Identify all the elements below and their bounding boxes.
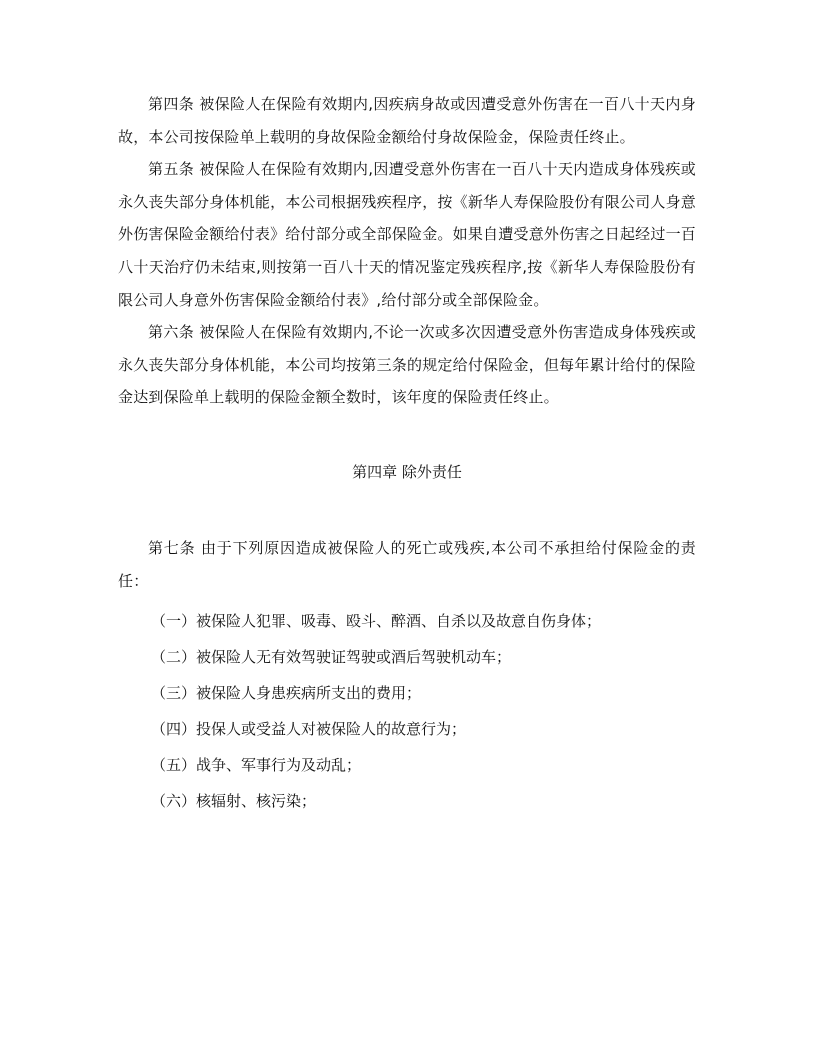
article-5: 第五条 被保险人在保险有效期内,因遭受意外伤害在一百八十天内造成身体残疾或永久丧失部分身体机能，本公司根据残疾程序，按《新华人寿保险股份有限公司人身意外伤害保险金额给付表》给付部分或全部保险金。如果自遭受意外伤害之日起经过一百八十天治疗仍未结束,则按第一百八十天的情况鉴定残疾程序,按《新华人寿保险股份有限公司人身意外伤害保险金额给付表》,给付部分或全部保险金。: [118, 160, 696, 309]
exclusion-item: （六）核辐射、核污染；: [151, 792, 317, 811]
chapter-title: 第四章 除外责任: [352, 462, 462, 481]
exclusion-item: （一）被保险人犯罪、吸毒、殴斗、醉酒、自杀以及故意自伤身体；: [151, 612, 602, 631]
exclusion-item: （二）被保险人无有效驾驶证驾驶或酒后驾驶机动车；: [151, 648, 512, 667]
document-page: [118, 88, 696, 819]
exclusion-item: （四）投保人或受益人对被保险人的故意行为；: [151, 720, 467, 739]
article-7: 第七条 由于下列原因造成被保险人的死亡或残疾,本公司不承担给付保险金的责任：: [118, 538, 696, 590]
exclusion-item: （五）战争、军事行为及动乱；: [151, 756, 362, 775]
article-6: 第六条 被保险人在保险有效期内,不论一次或多次因遭受意外伤害造成身体残疾或永久丧失部分身体机能，本公司均按第三条的规定给付保险金，但每年累计给付的保险金达到保险单上载明的保险金额全数时，该年度的保险责任终止。: [118, 323, 696, 407]
article-4: 第四条 被保险人在保险有效期内,因疾病身故或因遭受意外伤害在一百八十天内身故，本公司按保险单上载明的身故保险金额给付身故保险金，保险责任终止。: [118, 95, 696, 146]
exclusion-item: （三）被保险人身患疾病所支出的费用；: [151, 684, 422, 703]
